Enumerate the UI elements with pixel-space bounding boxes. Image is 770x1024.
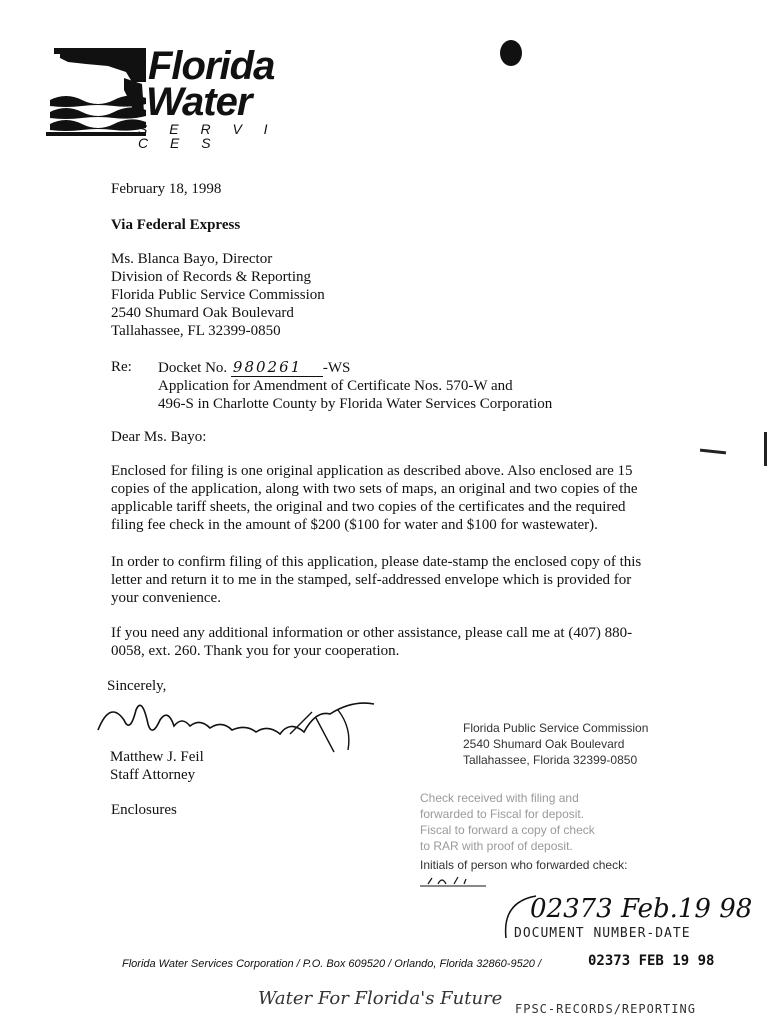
signer-name: Matthew J. Feil [110,749,204,765]
florida-water-logo [46,42,306,151]
footer-date-stamp: 02373 FEB 19 98 [588,953,715,969]
recipient-line: Tallahassee, FL 32399-0850 [111,323,281,339]
re-label: Re: [111,359,132,375]
recipient-line: Florida Public Service Commission [111,287,325,303]
enclosures-note: Enclosures [111,802,177,818]
records-stamp: FPSC-RECORDS/REPORTING [515,1002,696,1016]
closing: Sincerely, [107,678,167,694]
delivery-method: Via Federal Express [111,217,241,233]
margin-bar-mark [764,432,767,466]
paragraph-line: filing fee check in the amount of $200 ($100 for water and $100 for wastewater). [111,517,598,533]
commission-address-stamp [463,720,648,768]
faint-stamp-line: forwarded to Fiscal for deposit. [420,807,585,821]
paragraph-line: Enclosed for filing is one original application as described above. Also enclosed are 15 [111,463,633,479]
check-received-stamp [420,790,595,854]
faint-stamp-line: Fiscal to forward a copy of check [420,823,595,837]
body-paragraph-1 [111,462,651,534]
re-line: 496-S in Charlotte County by Florida Water Services Corporation [158,396,553,412]
margin-dash-mark [700,449,726,455]
paragraph-line: In order to confirm filing of this application, please date-stamp the enclosed copy of this [111,554,642,570]
paragraph-line: applicable tariff sheets, the original and two copies of the certificates and the required [111,499,626,515]
docket-number-handwritten: 980261 [231,358,323,377]
recipient-line: Division of Records & Reporting [111,269,311,285]
re-subject [158,358,552,413]
florida-map-logo-icon [46,42,146,142]
docket-suffix: -WS [322,360,351,376]
paragraph-line: copies of the application, along with two sets of maps, an original and two copies of the [111,481,638,497]
faint-stamp-line: Check received with filing and [420,791,579,805]
re-docket-line [158,358,552,377]
logo-water-text: Water [146,80,252,124]
paragraph-line: letter and return it to me in the stamped, self-addressed envelope which is provided for [111,572,632,588]
recipient-line: 2540 Shumard Oak Boulevard [111,305,294,321]
ink-dot-mark [500,40,522,66]
recipient-address [111,250,325,340]
salutation: Dear Ms. Bayo: [111,429,207,445]
faint-stamp-line: to RAR with proof of deposit. [420,839,573,853]
recipient-line: Ms. Blanca Bayo, Director [111,251,273,267]
logo-florida-text: Florida [148,44,275,88]
re-line: Application for Amendment of Certificate Nos. 570-W and [158,378,513,394]
logo-services-text: S E R V I C E S [138,121,277,151]
stamp-line: Florida Public Service Commission [463,721,649,735]
document-number-label: DOCUMENT NUMBER-DATE [514,926,691,941]
handwritten-initials [418,874,488,890]
body-paragraph-3 [111,624,651,660]
paragraph-line: 0058, ext. 260. Thank you for your cooperation. [111,643,400,659]
document-number-handwritten: 02373 Feb.19 98 [530,894,753,924]
footer-tagline: Water For Florida's Future [258,988,503,1009]
stamp-line: 2540 Shumard Oak Boulevard [463,737,625,751]
initials-label: Initials of person who forwarded check: [420,858,628,872]
footer-address: Florida Water Services Corporation / P.O. Box 609520 / Orlando, Florida 32860-9520 / [122,958,542,970]
docket-prefix: Docket No. [158,360,228,376]
stamp-line: Tallahassee, Florida 32399-0850 [463,753,638,767]
signer-block [110,748,204,784]
letter-date: February 18, 1998 [111,181,222,197]
body-paragraph-2 [111,553,651,607]
paragraph-line: your convenience. [111,590,221,606]
signer-title: Staff Attorney [110,767,196,783]
paragraph-line: If you need any additional information or other assistance, please call me at (407) 880- [111,625,633,641]
